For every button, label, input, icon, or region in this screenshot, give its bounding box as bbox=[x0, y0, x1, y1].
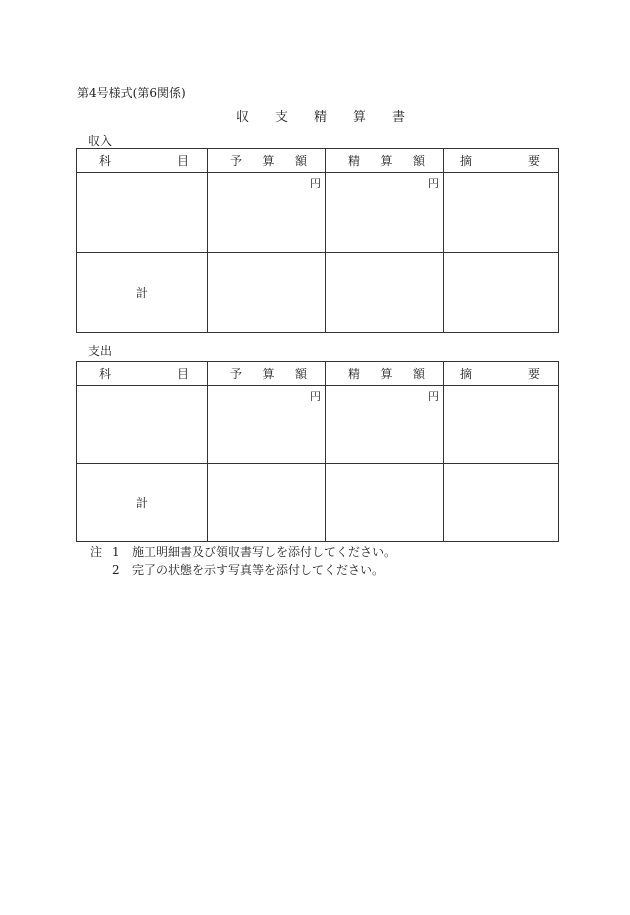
expense-total-remarks-cell[interactable] bbox=[444, 464, 559, 542]
income-budget-cell[interactable] bbox=[208, 173, 326, 253]
remarks-column-header: 摘 要 bbox=[444, 149, 559, 173]
income-header-row bbox=[77, 149, 559, 173]
income-section-label: 収入 bbox=[88, 134, 113, 148]
notes-head: 注 bbox=[90, 545, 103, 559]
expense-entry-row bbox=[77, 386, 559, 464]
income-entry-row bbox=[77, 173, 559, 253]
item-column-header: 科 目 bbox=[77, 362, 208, 386]
budget-column-header: 予 算 額 bbox=[208, 149, 326, 173]
expense-remarks-cell[interactable] bbox=[444, 386, 559, 464]
yen-unit: 円 bbox=[428, 177, 439, 190]
page-title: 収支精算書 bbox=[236, 110, 432, 125]
income-total-row bbox=[77, 253, 559, 333]
expense-total-budget-cell[interactable] bbox=[208, 464, 326, 542]
expense-item-cell[interactable] bbox=[77, 386, 208, 464]
notes bbox=[90, 543, 396, 579]
note-item bbox=[90, 561, 396, 579]
income-total-budget-cell[interactable] bbox=[208, 253, 326, 333]
remarks-column-header: 摘 要 bbox=[444, 362, 559, 386]
income-total-remarks-cell[interactable] bbox=[444, 253, 559, 333]
note-item bbox=[90, 543, 396, 561]
expense-header-row bbox=[77, 362, 559, 386]
budget-column-header: 予 算 額 bbox=[208, 362, 326, 386]
settlement-column-header: 精 算 額 bbox=[326, 149, 444, 173]
settlement-column-header: 精 算 額 bbox=[326, 362, 444, 386]
income-total-label: 計 bbox=[77, 253, 208, 333]
income-item-cell[interactable] bbox=[77, 173, 208, 253]
expense-budget-cell[interactable] bbox=[208, 386, 326, 464]
item-column-header: 科 目 bbox=[77, 149, 208, 173]
note-text: 完了の状態を示す写真等を添付してください。 bbox=[132, 563, 385, 577]
expense-section-label: 支出 bbox=[88, 344, 113, 358]
note-number: 1 bbox=[112, 545, 120, 559]
income-table bbox=[76, 148, 559, 333]
expense-total-row bbox=[77, 464, 559, 542]
yen-unit: 円 bbox=[310, 177, 321, 190]
yen-unit: 円 bbox=[310, 390, 321, 403]
expense-total-label: 計 bbox=[77, 464, 208, 542]
expense-total-settlement-cell[interactable] bbox=[326, 464, 444, 542]
yen-unit: 円 bbox=[428, 390, 439, 403]
note-text: 施工明細書及び領収書写しを添付してください。 bbox=[132, 545, 397, 559]
income-remarks-cell[interactable] bbox=[444, 173, 559, 253]
expense-table bbox=[76, 361, 559, 542]
form-number: 第4号様式(第6関係) bbox=[77, 86, 186, 100]
note-number: 2 bbox=[112, 563, 120, 577]
expense-settlement-cell[interactable] bbox=[326, 386, 444, 464]
income-settlement-cell[interactable] bbox=[326, 173, 444, 253]
income-total-settlement-cell[interactable] bbox=[326, 253, 444, 333]
